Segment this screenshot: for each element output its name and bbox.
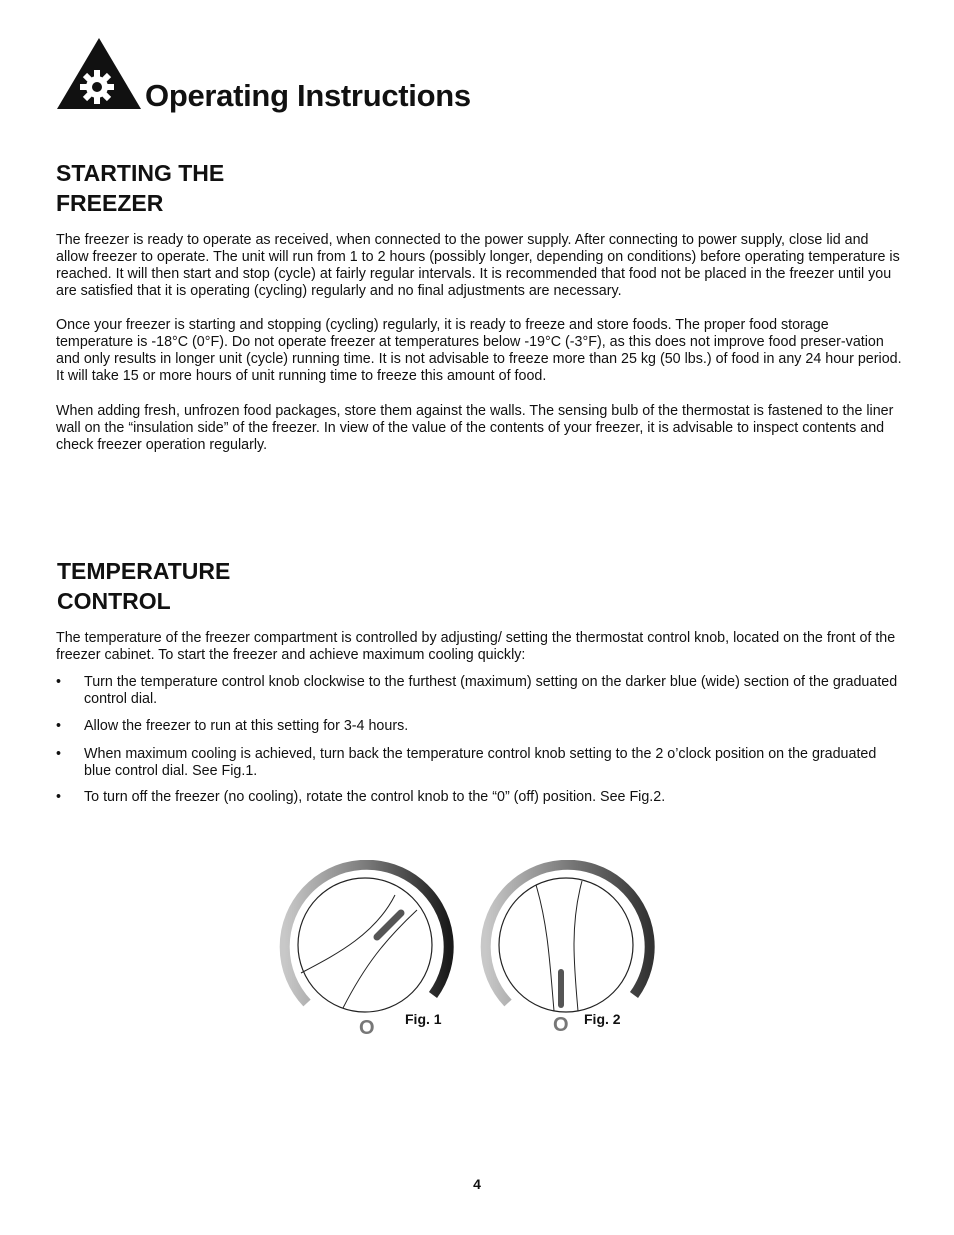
- page-title: Operating Instructions: [145, 78, 471, 113]
- thermostat-dial-fig2: [486, 865, 650, 1012]
- bullet-icon: •: [56, 746, 62, 762]
- heading-line: FREEZER: [56, 190, 164, 216]
- list-item: [56, 789, 902, 806]
- paragraph: The temperature of the freezer compartment is controlled by adjusting/ setting the thermostat control knob, located on the front of the freezer cabinet. To start the freezer and achieve maximum cooling quickly:: [56, 630, 896, 663]
- thermostat-dials-illustration: [270, 860, 670, 1050]
- list-item-text: To turn off the freezer (no cooling), rotate the control knob to the “0” (off) position. See Fig.2.: [84, 789, 666, 805]
- figure-caption: Fig. 2: [584, 1011, 621, 1027]
- dial-off-label: O: [553, 1014, 569, 1036]
- page-number: 4: [473, 1176, 481, 1192]
- dial-off-label: O: [359, 1017, 375, 1039]
- bullet-icon: •: [56, 718, 62, 734]
- list-item-text: Turn the temperature control knob clockwise to the furthest (maximum) setting on the darker blue (wide) section of the graduated control dial.: [84, 674, 898, 707]
- list-item: [56, 746, 902, 780]
- list-item-text: Allow the freezer to run at this setting for 3-4 hours.: [84, 718, 409, 734]
- paragraph: When adding fresh, unfrozen food packages, store them against the walls. The sensing bulb of the thermostat is fastened to the liner wall on the “insulation side” of the freezer. In view of the value of the contents of your freezer, it is advisable to inspect contents and check freezer operation regularly.: [56, 403, 894, 453]
- bullet-icon: •: [56, 674, 62, 690]
- figure-caption: Fig. 1: [405, 1011, 442, 1027]
- bullet-icon: •: [56, 789, 62, 805]
- gear-warning-triangle-icon: [56, 38, 142, 110]
- heading-line: TEMPERATURE: [57, 558, 231, 584]
- paragraph: The freezer is ready to operate as received, when connected to the power supply. After connecting to power supply, close lid and allow freezer to operate. The unit will run from 1 to 2 hours (possibly longer, depending on conditions) before operating temperature is reached. It will then start and stop (cycle) at fairly regular intervals. It is recommended that food not be placed in the freezer until you are satisfied that it is operating (cycling) regularly and no final adjustments are necessary.: [56, 232, 900, 299]
- heading-line: CONTROL: [57, 588, 171, 614]
- thermostat-figures: [270, 860, 670, 1050]
- heading-line: STARTING THE: [56, 160, 225, 186]
- thermostat-dial-fig1: [285, 865, 449, 1012]
- section-heading-starting-freezer: [56, 158, 224, 218]
- list-item: [56, 718, 902, 735]
- list-item: [56, 674, 902, 708]
- paragraph: Once your freezer is starting and stopping (cycling) regularly, it is ready to freeze and store foods. The proper food storage temperature is -18°C (0°F). Do not operate freezer at temperatures below -19°C (-3°F), as this does not improve food preser-vation and only results in longer unit (cycle) running time. It is not advisable to freeze more than 25 kg (50 lbs.) of food in any 24 hour period. It will take 15 or more hours of unit running time to freeze this amount of food.: [56, 317, 902, 384]
- section-heading-temperature-control: [57, 556, 230, 616]
- list-item-text: When maximum cooling is achieved, turn back the temperature control knob setting to the 2 o’clock position on the graduated blue control dial. See Fig.1.: [84, 746, 877, 779]
